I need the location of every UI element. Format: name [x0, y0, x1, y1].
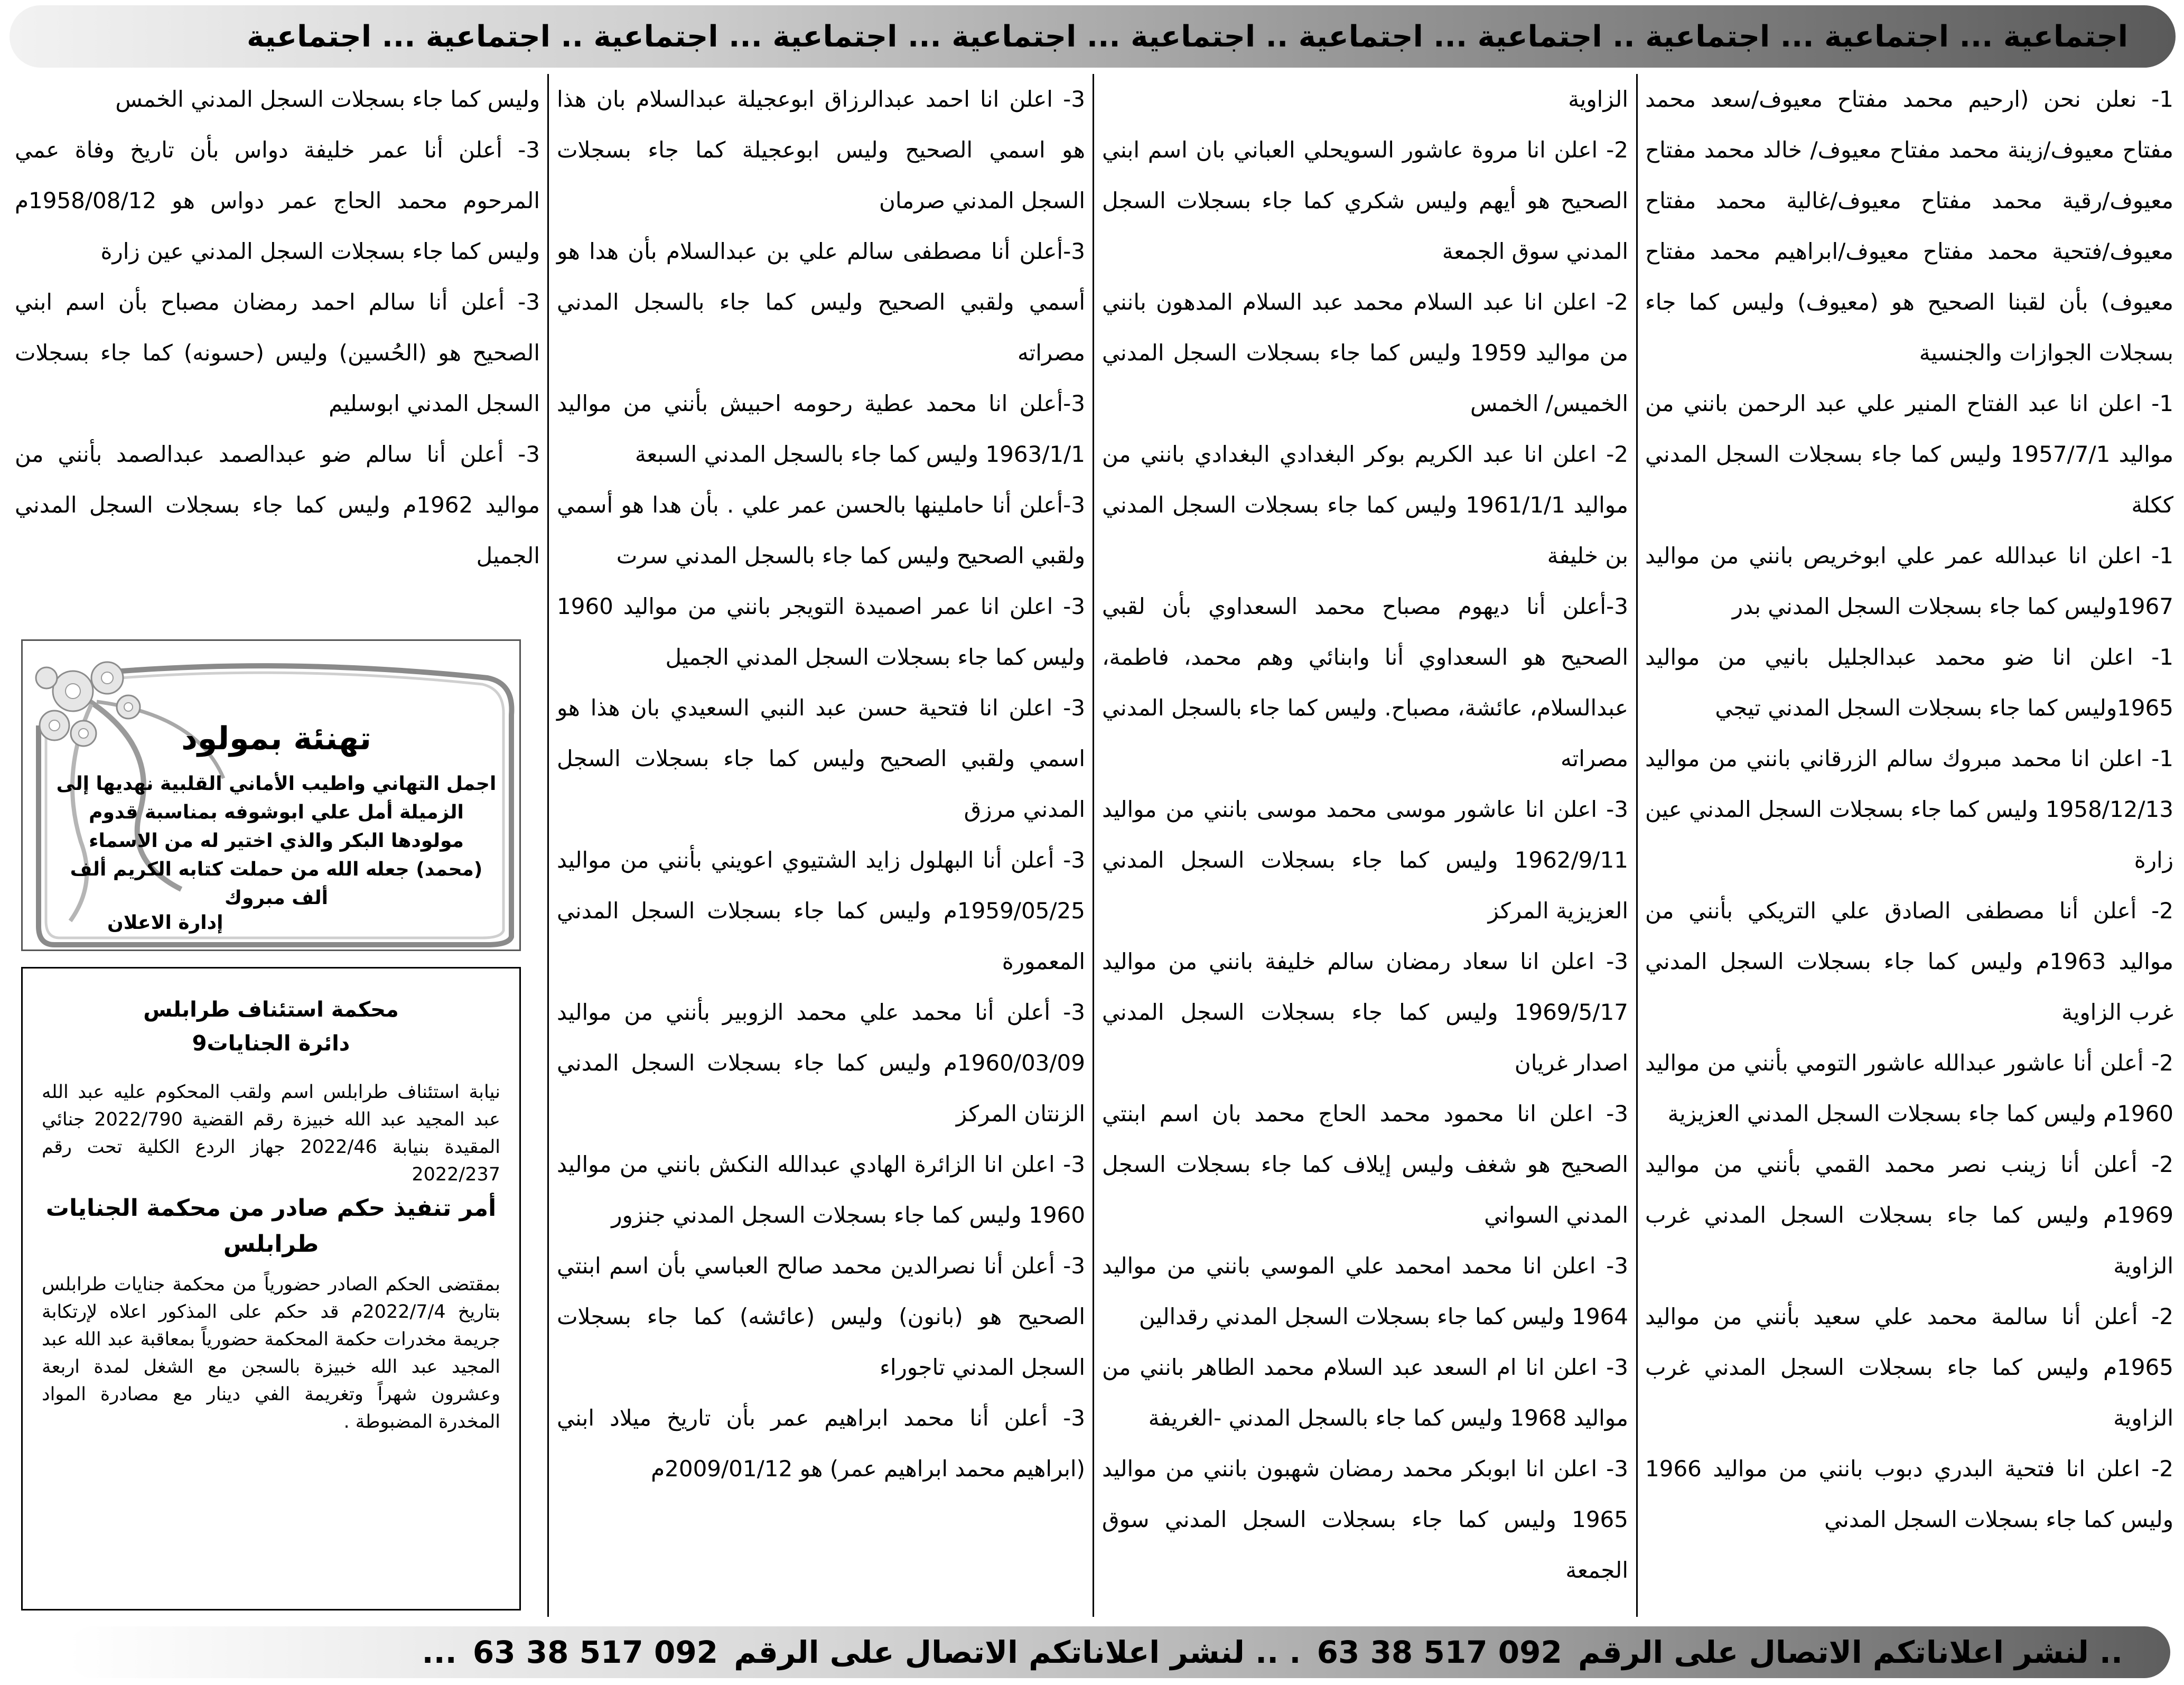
congratulations-signature: إدارة الاعلان [107, 912, 223, 934]
announcement: 1- اعلن انا محمد مبروك سالم الزرقاني بانني من مواليد 1958/12/13 وليس كما جاء بسجلات السجل المدني عين زارة [1645, 746, 2173, 873]
announcement: وليس كما جاء بسجلات السجل المدني الخمس [115, 86, 540, 112]
footer-prefix: لنشر اعلاناتكم الاتصال على الرقم [734, 1634, 1245, 1670]
court-chamber: دائرة الجنايات9 [192, 1031, 350, 1056]
announcement: 3- أعلن أنا سالم ضو عبدالصمد عبدالصمد بأنني من مواليد 1962م وليس كما جاء بسجلات السجل المدني الجميل [15, 441, 540, 569]
footer-text [422, 1634, 2123, 1670]
announcements-column-2 [1095, 74, 1636, 1617]
announcement: 3- اعلن انا ام السعد عبد السلام محمد الطاهر بانني من مواليد 1968 وليس كما جاء بالسجل المدني -الغريفة [1102, 1354, 1628, 1431]
congratulations-title: تهنئة بمولود [181, 720, 371, 757]
announcement: 3- اعلن انا ابوبكر محمد رمضان شهبون بانني من مواليد 1965 وليس كما جاء بسجلات السجل المدني سوق الجمعة [1102, 1456, 1628, 1583]
court-body: بمقتضى الحكم الصادر حضورياً من محكمة جنايات طرابلس بتاريخ 2022/7/4م قد حكم على المذكور اعلاه لإرتكابة جريمة مخدرات حكمة المحكمة حضورياً بمعاقبة عبد الله عبد المجيد عبد الله خبيزة بالسجن مع الشغل لمدة اربعة وعشرون شهراً وتغريمة الفي دينار مع مصادرة المواد المخدرة المضبوطة . [42, 1274, 501, 1432]
announcement: 3- اعلن انا محمد امحمد علي الموسي بانني من مواليد 1964 وليس كما جاء بسجلات السجل المدني رقدالين [1102, 1253, 1628, 1329]
announcement: 1- اعلن انا ضو محمد عبدالجليل بانيي من مواليد 1965وليس كما جاء بسجلات السجل المدني تيجي [1645, 644, 2173, 721]
column-divider [547, 74, 549, 1617]
congratulations-text: اجمل التهاني واطيب الأماني القلبية نهديها إلى الزميلة أمل علي ابوشوفه بمناسبة قدوم مولودها البكر والذي اختير له من الاسماء (محمد) جعله الله من حملت كتابه الكريم ألف ألف مبروك [56, 773, 497, 909]
section-header-text: اجتماعية ... اجتماعية ... اجتماعية .. اجتماعية ... اجتماعية .. اجتماعية ... اجتماعية ... اجتماعية ... اجتماعية .. اجتماعية ... اجتماعية [247, 19, 2128, 54]
court-intro: نيابة استئناف طرابلس اسم ولقب المحكوم عليه عبد الله عبد المجيد عبد الله خبيزة رقم القضية 2022/790 جنائي المقيدة بنيابة 2022/46 جهاز الردع الكلية تحت رقم 2022/237 [42, 1082, 501, 1185]
announcement: 2- اعلن انا مروة عاشور السويحلي العباني بان اسم ابني الصحيح هو أيهم وليس شكري كما جاء بسجلات السجل المدني سوق الجمعة [1102, 137, 1628, 264]
section-header-bar [10, 5, 2176, 68]
footer-suffix: ... [422, 1634, 457, 1670]
announcement: 2- اعلن انا عبد الكريم بوكر البغدادي البغدادي بانني من مواليد 1961/1/1 وليس كما جاء بسجلات السجل المدني بن خليفة [1102, 441, 1628, 569]
court-notice-box [21, 967, 521, 1610]
announcement: 3- أعلن أنا محمد علي محمد الزوبير بأنني من مواليد 1960/03/09م وليس كما جاء بسجلات السجل المدني الزنتان المركز [557, 999, 1085, 1127]
announcements-column-3 [549, 74, 1093, 1617]
announcement: 2- أعلن أنا مصطفى الصادق علي التريكي بأنني من مواليد 1963م وليس كما جاء بسجلات السجل المدني غرب الزاوية [1645, 898, 2174, 1025]
announcement: 3- أعلن أنا سالم احمد رمضان مصباح بأن اسم ابني الصحيح هو (الحُسين) وليس (حسونه) كما جاء بسجلات السجل المدني ابوسليم [15, 289, 540, 416]
announcement: 3- أعلن أنا محمد ابراهيم عمر بأن تاريخ ميلاد ابني (ابراهيم محمد ابراهيم عمر) هو 2009/01/12م [557, 1405, 1085, 1482]
announcement: 3- اعلن انا محمود محمد الحاج محمد بان اسم ابنتي الصحيح هو شغف وليس إيلاف كما جاء بسجلات السجل المدني السواني [1102, 1101, 1628, 1228]
footer-bar [68, 1626, 2170, 1678]
announcement: 3-أعلن أنا ديهوم مصباح محمد السعداوي بأن لقبي الصحيح هو السعداوي أنا وابنائي وهم محمد، فاطمة، عبدالسلام، عائشة، مصباح. وليس كما جاء بالسجل المدني مصراته [1102, 593, 1628, 771]
footer-prefix: .. لنشر اعلاناتكم الاتصال على الرقم [1578, 1634, 2123, 1670]
announcements-column-4 [7, 74, 547, 623]
announcement: 1- اعلن انا عبدالله عمر علي ابوخريص بانني من مواليد 1967وليس كما جاء بسجلات السجل المدني بدر [1645, 543, 2173, 619]
footer-separator: . .. [1255, 1634, 1301, 1670]
footer-phone: 092 517 38 63 [472, 1634, 718, 1670]
announcement: 3-أعلن أنا حاملينها بالحسن عمر علي . بأن هدا هو أسمي ولقبي الصحيح وليس كما جاء بالسجل المدني سرت [557, 492, 1085, 569]
court-title: محكمة استئناف طرابلس [143, 998, 399, 1022]
congratulations-box [21, 639, 521, 951]
announcement: 2- أعلن أنا زينب نصر محمد القمي بأنني من مواليد 1969م وليس كما جاء بسجلات السجل المدني غرب الزاوية [1645, 1151, 2173, 1279]
announcement: 3-أعلن أنا مصطفى سالم علي بن عبدالسلام بأن هدا هو أسمي ولقبي الصحيح وليس كما جاء بالسجل المدني مصراته [557, 238, 1085, 366]
announcement: 3- أعلن أنا نصرالدين محمد صالح العباسي بأن اسم ابنتي الصحيح هو (بانون) وليس (عائشه) كما جاء بسجلات السجل المدني تاجوراء [557, 1253, 1085, 1380]
announcement: 1- نعلن نحن (ارحيم محمد مفتاح معيوف/سعد محمد مفتاح معيوف/زينة محمد مفتاح معيوف/ خالد محمد مفتاح معيوف/رقية محمد مفتاح معيوف/غالية محمد مفتاح معيوف/فتحية محمد مفتاح معيوف/ابراهيم محمد مفتاح معيوف) بأن لقبنا الصحيح هو (معيوف) وليس كما جاء بسجلات الجوازات والجنسية [1645, 86, 2173, 366]
column-divider [1093, 74, 1094, 1617]
announcement: 2- أعلن أنا سالمة محمد علي سعيد بأنني من مواليد 1965م وليس كما جاء بسجلات السجل المدني غرب الزاوية [1645, 1304, 2173, 1431]
announcement: 3- اعلن انا عمر اصميدة التويجر بانني من مواليد 1960 وليس كما جاء بسجلات السجل المدني الجميل [557, 593, 1085, 670]
announcement: 2- اعلن انا عبد السلام محمد عبد السلام المدهون بانني من مواليد 1959 وليس كما جاء بسجلات السجل المدني الخميس/ الخمس [1102, 289, 1628, 416]
announcements-column-1 [1638, 74, 2181, 1617]
announcement: 3- اعلن انا احمد عبدالرزاق ابوعجيلة عبدالسلام بان هذا هو اسمي الصحيح وليس ابوعجيلة كما جاء بسجلات السجل المدني صرمان [557, 86, 1085, 213]
court-order-title: أمر تنفيذ حكم صادر من محكمة الجنايات طرابلس [45, 1195, 497, 1258]
announcement: 3- أعلن أنا عمر خليفة دواس بأن تاريخ وفاة عمي المرحوم محمد الحاج عمر دواس هو 1958/08/12م وليس كما جاء بسجلات السجل المدني عين زارة [15, 137, 540, 264]
announcement: الزاوية [1568, 86, 1628, 112]
announcement: 3- اعلن انا سعاد رمضان سالم خليفة بانني من مواليد 1969/5/17 وليس كما جاء بسجلات السجل المدني اصدار غريان [1102, 948, 1628, 1076]
announcement: 1- اعلن انا عبد الفتاح المنير علي عبد الرحمن بانني من مواليد 1957/7/1 وليس كما جاء بسجلات السجل المدني ككلة [1645, 390, 2173, 518]
announcement: 2- اعلن انا فتحية البدري دبوب بانني من مواليد 1966 وليس كما جاء بسجلات السجل المدني [1645, 1456, 2173, 1532]
announcement: 3- اعلن انا عاشور موسى محمد موسى بانني من مواليد 1962/9/11 وليس كما جاء بسجلات السجل المدني العزيزية المركز [1102, 796, 1628, 924]
announcement: 3-أعلن انا محمد عطية رحومه احبيش بأنني من مواليد 1963/1/1 وليس كما جاء بالسجل المدني السبعة [557, 390, 1085, 467]
announcement: 3- اعلن انا فتحية حسن عبد النبي السعيدي بان هذا هو اسمي ولقبي الصحيح وليس كما جاء بسجلات السجل المدني مرزق [557, 695, 1085, 822]
congratulations-content [54, 715, 498, 913]
announcement: 2- أعلن أنا عاشور عبدالله عاشور التومي بأنني من مواليد 1960م وليس كما جاء بسجلات السجل المدني العزيزية [1645, 1050, 2173, 1127]
announcement: 3- اعلن انا الزائرة الهادي عبدالله النكش بانني من مواليد 1960 وليس كما جاء بسجلات السجل المدني جنزور [557, 1151, 1085, 1228]
announcement: 3- أعلن أنا البهلول زايد الشتيوي اعويني بأنني من مواليد 1959/05/25م وليس كما جاء بسجلات السجل المدني المعمورة [557, 847, 1085, 974]
footer-phone: 092 517 38 63 [1317, 1634, 1562, 1670]
